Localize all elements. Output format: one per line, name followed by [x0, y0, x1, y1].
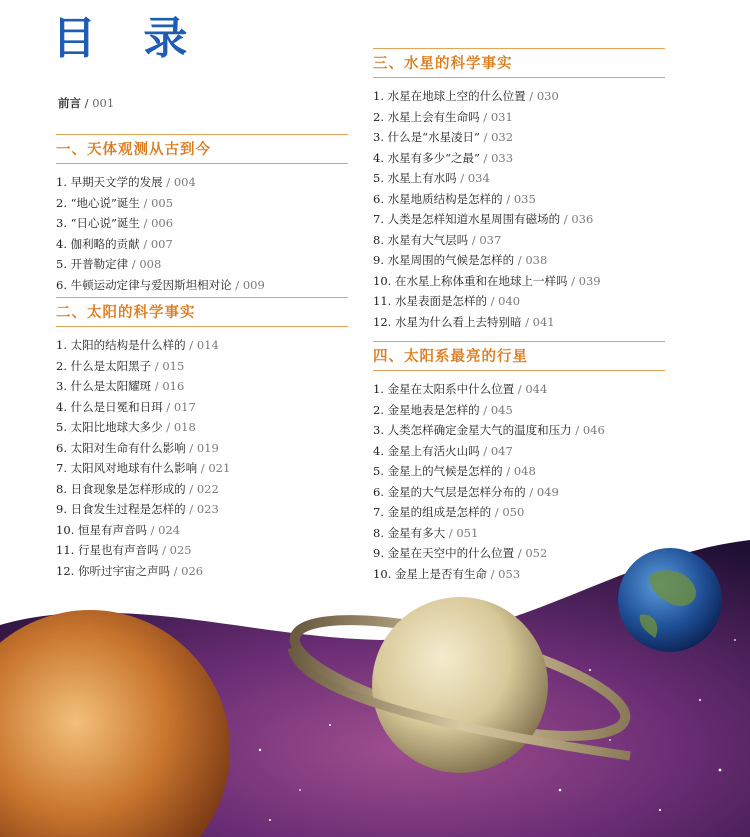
page-separator: / — [514, 253, 526, 267]
toc-item[interactable] — [56, 438, 348, 459]
page-separator: / — [479, 150, 492, 165]
toc-item-title: 2. 水星上会有生命吗 — [373, 109, 480, 124]
page-separator: / — [84, 96, 93, 110]
toc-item[interactable] — [373, 189, 665, 210]
toc-item-title: 8. 水星有大气层吗 — [373, 232, 469, 247]
page-separator: / — [456, 171, 468, 185]
toc-item-title: 8. 日食现象是怎样形成的 — [56, 481, 186, 496]
toc-item-title: 1. 金星在太阳系中什么位置 — [373, 382, 515, 396]
saturn-planet — [372, 597, 548, 773]
toc-item[interactable] — [373, 127, 665, 148]
toc-item[interactable] — [56, 356, 348, 377]
toc-item-title: 6. 太阳对生命有什么影响 — [56, 440, 186, 455]
toc-item[interactable] — [56, 234, 348, 255]
section-heading: 三、水星的科学事实 — [373, 56, 513, 72]
toc-item-title: 4. 金星上有活火山吗 — [373, 443, 480, 458]
toc-item-title: 3. 人类怎样确定金星大气的温度和压力 — [373, 423, 572, 437]
toc-item-page: 023 — [196, 502, 219, 516]
page-separator: / — [185, 338, 197, 352]
section-rule-bottom — [373, 77, 665, 78]
page-separator: / — [491, 505, 503, 519]
toc-item[interactable] — [56, 275, 348, 296]
section-rule-bottom — [373, 370, 665, 371]
toc-list — [56, 172, 348, 295]
toc-item-title: 6. 金星的大气层是怎样分布的 — [373, 484, 526, 499]
toc-item[interactable] — [56, 172, 348, 193]
page-separator: / — [486, 294, 499, 308]
page-separator: / — [486, 566, 499, 581]
page-separator: / — [525, 484, 537, 499]
toc-item-title: 6. 水星地质结构是怎样的 — [373, 191, 503, 206]
page-separator: / — [479, 130, 492, 144]
toc-item-title: 12. 水星为什么看上去特别暗 — [373, 314, 522, 329]
toc-item[interactable] — [56, 458, 348, 479]
toc-item-page: 019 — [196, 440, 219, 455]
toc-item-page: 047 — [490, 443, 513, 458]
toc-item[interactable] — [373, 209, 665, 230]
toc-item[interactable] — [373, 291, 665, 312]
toc-item[interactable] — [373, 400, 665, 421]
section-1 — [56, 134, 348, 295]
toc-item-page: 051 — [456, 525, 479, 540]
page-separator: / — [479, 402, 491, 417]
toc-item[interactable] — [373, 482, 665, 503]
toc-item-title: 2. “地心说”诞生 — [56, 195, 140, 210]
toc-item-page: 024 — [158, 522, 181, 537]
preface-page: 001 — [92, 96, 115, 110]
toc-item-page: 017 — [173, 399, 196, 414]
toc-item[interactable] — [373, 461, 665, 482]
toc-item-page: 033 — [491, 150, 514, 165]
toc-item-title: 10. 金星上是否有生命 — [373, 566, 487, 581]
toc-item-page: 014 — [196, 338, 219, 352]
toc-item-page: 038 — [525, 253, 548, 267]
toc-item[interactable] — [56, 499, 348, 520]
toc-item-title: 2. 什么是太阳黑子 — [56, 358, 152, 373]
toc-item-title: 10. 在水星上称体重和在地球上一样吗 — [373, 273, 568, 288]
page-separator: / — [169, 563, 182, 578]
page-separator: / — [231, 277, 243, 292]
toc-item[interactable] — [373, 379, 665, 400]
toc-item[interactable] — [373, 312, 665, 333]
toc-item-page: 035 — [513, 191, 536, 206]
toc-item-page: 009 — [242, 277, 265, 292]
page-separator: / — [445, 525, 457, 540]
toc-item-page: 046 — [582, 423, 605, 437]
toc-item-title: 12. 你听过宇宙之声吗 — [56, 563, 170, 578]
toc-item-title: 1. 早期天文学的发展 — [56, 175, 163, 189]
toc-list — [373, 86, 665, 332]
toc-item-page: 025 — [169, 543, 192, 557]
toc-item-title: 8. 金星有多大 — [373, 525, 446, 540]
toc-item[interactable] — [56, 417, 348, 438]
toc-item-page: 005 — [151, 195, 174, 210]
toc-item-page: 031 — [490, 109, 513, 124]
toc-item-title: 11. 行星也有声音吗 — [56, 543, 159, 557]
section-heading: 二、太阳的科学事实 — [56, 305, 196, 321]
page-separator: / — [185, 440, 197, 455]
toc-item[interactable] — [56, 376, 348, 397]
toc-item-title: 5. 太阳比地球大多少 — [56, 420, 163, 434]
toc-item-page: 049 — [536, 484, 559, 499]
page-separator: / — [162, 399, 174, 414]
toc-item-page: 015 — [162, 358, 185, 373]
toc-item-page: 045 — [490, 402, 513, 417]
toc-item-title: 3. 什么是“水星凌日” — [373, 130, 480, 144]
toc-item-title: 1. 太阳的结构是什么样的 — [56, 338, 186, 352]
preface-entry[interactable] — [58, 95, 114, 111]
preface-label: 前言 — [58, 96, 81, 110]
toc-item[interactable] — [56, 397, 348, 418]
toc-item[interactable] — [373, 107, 665, 128]
toc-item[interactable] — [373, 168, 665, 189]
toc-item-title: 4. 水星有多少“之最” — [373, 150, 480, 165]
page-separator: / — [567, 273, 579, 288]
toc-item-page: 044 — [525, 382, 548, 396]
toc-item[interactable] — [56, 479, 348, 500]
page-separator: / — [139, 195, 152, 210]
page-title: 目 录 — [52, 13, 204, 64]
toc-item[interactable] — [373, 230, 665, 251]
page-separator: / — [146, 522, 159, 537]
toc-item[interactable] — [56, 335, 348, 356]
page-separator: / — [525, 89, 537, 103]
toc-item-page: 008 — [139, 257, 162, 271]
section-rule-bottom — [56, 326, 348, 327]
page-separator: / — [514, 546, 526, 560]
toc-item[interactable] — [56, 193, 348, 214]
toc-item[interactable] — [56, 213, 348, 234]
toc-item-page: 007 — [150, 236, 173, 251]
toc-item-page: 004 — [173, 175, 196, 189]
page-separator: / — [185, 481, 197, 496]
toc-item-title: 7. 金星的组成是怎样的 — [373, 505, 492, 519]
toc-item-page: 030 — [536, 89, 559, 103]
toc-item-title: 6. 牛顿运动定律与爱因斯坦相对论 — [56, 277, 232, 292]
toc-item[interactable] — [373, 271, 665, 292]
page-separator: / — [185, 502, 197, 516]
toc-item-page: 021 — [208, 461, 231, 475]
page-separator: / — [162, 420, 174, 434]
toc-item-title: 9. 金星在天空中的什么位置 — [373, 546, 515, 560]
toc-item-title: 5. 水星上有水吗 — [373, 171, 457, 185]
toc-item-title: 4. 什么是日冕和日珥 — [56, 399, 163, 414]
page-separator: / — [514, 382, 526, 396]
section-heading: 四、太阳系最亮的行星 — [373, 349, 528, 365]
toc-item[interactable] — [56, 254, 348, 275]
toc-item[interactable] — [373, 86, 665, 107]
toc-item-page: 018 — [173, 420, 196, 434]
page-separator: / — [162, 175, 174, 189]
page-separator: / — [521, 314, 533, 329]
page-separator: / — [158, 543, 170, 557]
page-separator: / — [479, 109, 491, 124]
toc-item-title: 7. 人类是怎样知道水星周围有磁场的 — [373, 212, 561, 226]
toc-item-page: 053 — [498, 566, 521, 581]
toc-item-page: 016 — [162, 379, 185, 393]
page-separator: / — [479, 443, 491, 458]
toc-item-page: 022 — [196, 481, 219, 496]
toc-item-title: 9. 日食发生过程是怎样的 — [56, 502, 186, 516]
page-separator: / — [571, 423, 583, 437]
page-separator: / — [128, 257, 140, 271]
toc-item-page: 048 — [513, 464, 536, 478]
toc-item-title: 10. 恒星有声音吗 — [56, 522, 147, 537]
page-separator: / — [197, 461, 209, 475]
toc-item-title: 5. 开普勒定律 — [56, 257, 129, 271]
toc-item-title: 4. 伽利略的贡献 — [56, 236, 140, 251]
toc-item-page: 039 — [578, 273, 601, 288]
page-separator: / — [502, 191, 514, 206]
toc-item-page: 052 — [525, 546, 548, 560]
page-separator: / — [468, 232, 480, 247]
toc-item-title: 2. 金星地表是怎样的 — [373, 402, 480, 417]
page-separator: / — [151, 358, 163, 373]
toc-item-page: 026 — [181, 563, 204, 578]
section-3 — [373, 48, 665, 332]
toc-item-page: 040 — [498, 294, 521, 308]
toc-item-page: 036 — [571, 212, 594, 226]
toc-item-title: 5. 金星上的气候是怎样的 — [373, 464, 503, 478]
toc-item-title: 7. 太阳风对地球有什么影响 — [56, 461, 198, 475]
space-illustration — [0, 520, 750, 837]
toc-item-page: 041 — [532, 314, 555, 329]
section-rule-bottom — [56, 163, 348, 164]
toc-item[interactable] — [373, 148, 665, 169]
toc-item-title: 9. 水星周围的气候是怎样的 — [373, 253, 515, 267]
toc-item-title: 3. “日心说”诞生 — [56, 216, 140, 230]
toc-item-page: 032 — [491, 130, 514, 144]
toc-item-page: 050 — [502, 505, 525, 519]
page-separator: / — [139, 236, 151, 251]
toc-item[interactable] — [373, 420, 665, 441]
toc-item-page: 006 — [151, 216, 174, 230]
toc-item-page: 037 — [479, 232, 502, 247]
toc-item[interactable] — [373, 441, 665, 462]
toc-item-page: 034 — [467, 171, 490, 185]
page-separator: / — [502, 464, 514, 478]
page-separator: / — [151, 379, 163, 393]
toc-item-title: 11. 水星表面是怎样的 — [373, 294, 487, 308]
page-separator: / — [139, 216, 152, 230]
toc-item[interactable] — [373, 250, 665, 271]
section-heading: 一、天体观测从古到今 — [56, 142, 211, 158]
page-separator: / — [560, 212, 572, 226]
toc-item-title: 3. 什么是太阳耀斑 — [56, 379, 152, 393]
toc-item-title: 1. 水星在地球上空的什么位置 — [373, 89, 526, 103]
